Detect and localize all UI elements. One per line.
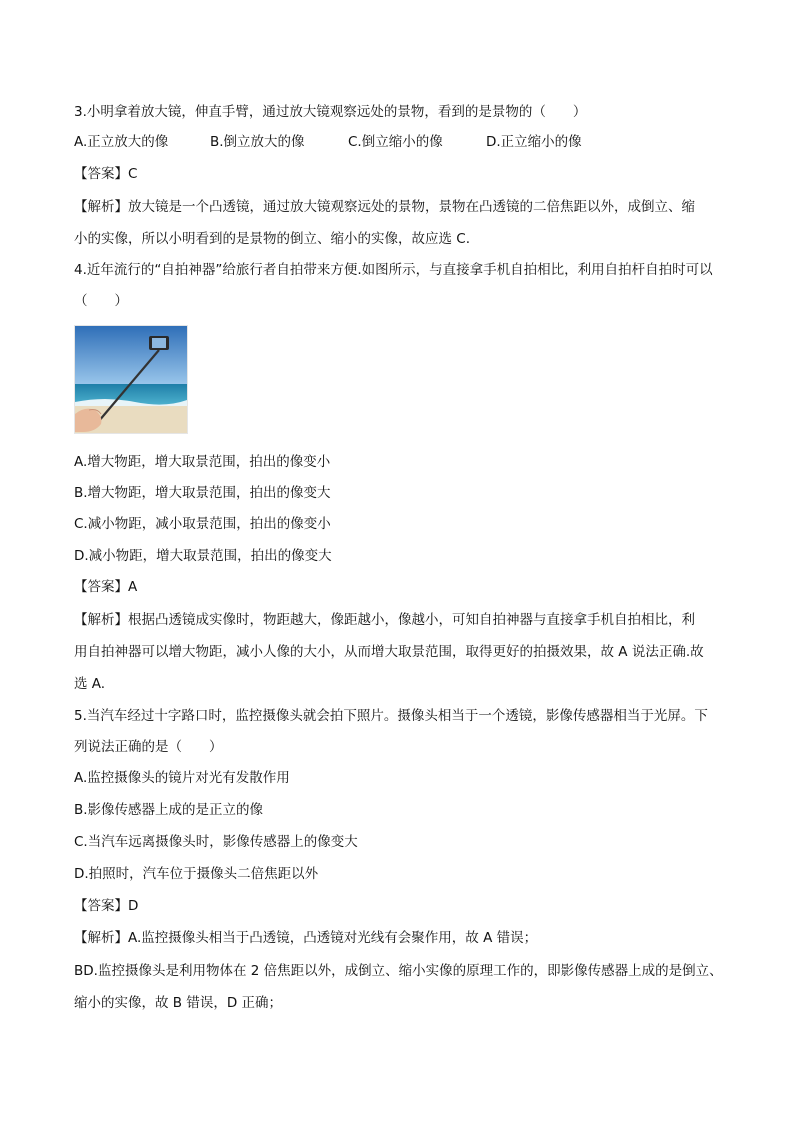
q3-answer-value: C [128, 166, 138, 182]
q5-option-c: C.当汽车远离摄像头时，影像传感器上的像变大 [74, 834, 358, 850]
q5-option-b: B.影像传感器上成的是正立的像 [74, 802, 264, 818]
analysis-tag: 【解析】 [74, 612, 128, 628]
q3-option-b: B.倒立放大的像 [210, 134, 305, 150]
q4-option-b: B.增大物距，增大取景范围，拍出的像变大 [74, 485, 331, 501]
q4-analysis-line-2: 用自拍神器可以增大物距，减小人像的大小，从而增大取景范围，取得更好的拍摄效果，故 A 说法正确.故 [74, 644, 704, 660]
q5-analysis-line-1 [74, 928, 537, 948]
q5-analysis-line-3: 缩小的实像，故 B 错误，D 正确； [74, 995, 283, 1011]
q4-analysis-line-1 [74, 610, 695, 630]
q5-answer-value: D [128, 898, 139, 914]
q5-option-a: A.监控摄像头的镜片对光有发散作用 [74, 770, 290, 786]
q4-option-c: C.减小物距，减小取景范围，拍出的像变小 [74, 516, 331, 532]
answer-tag: 【答案】 [74, 579, 128, 595]
q4-answer-value: A [128, 579, 138, 595]
analysis-tag: 【解析】 [74, 199, 128, 215]
q3-option-d: D.正立缩小的像 [486, 134, 582, 150]
selfie-stick-photo [74, 325, 188, 434]
q4-stem-line-2: （ ） [74, 293, 128, 309]
q4-option-d: D.减小物距，增大取景范围，拍出的像变大 [74, 548, 332, 564]
q3-stem: 3.小明拿着放大镜，伸直手臂，通过放大镜观察远处的景物，看到的是景物的（ ） [74, 104, 587, 120]
analysis-tag: 【解析】 [74, 930, 128, 946]
q4-stem-line-1: 4.近年流行的“自拍神器”给旅行者自拍带来方便.如图所示，与直接拿手机自拍相比，利用自拍杆自拍时可以 [74, 262, 713, 278]
q3-option-c: C.倒立缩小的像 [348, 134, 443, 150]
q5-stem-line-1: 5.当汽车经过十字路口时，监控摄像头就会拍下照片。摄像头相当于一个透镜，影像传感器相当于光屏。下 [74, 708, 708, 724]
answer-tag: 【答案】 [74, 898, 128, 914]
q3-analysis-line-2: 小的实像，所以小明看到的是景物的倒立、缩小的实像，故应选 C. [74, 231, 471, 247]
q3-answer [74, 164, 137, 184]
q5-option-d: D.拍照时，汽车位于摄像头二倍焦距以外 [74, 866, 319, 882]
q3-analysis-line-1 [74, 197, 695, 217]
q4-option-a: A.增大物距，增大取景范围，拍出的像变小 [74, 454, 331, 470]
q5-stem-line-2: 列说法正确的是（ ） [74, 739, 223, 755]
q5-answer [74, 896, 138, 916]
q3-option-a: A.正立放大的像 [74, 134, 169, 150]
answer-tag: 【答案】 [74, 166, 128, 182]
q5-analysis-text-1: A.监控摄像头相当于凸透镜，凸透镜对光线有会聚作用，故 A 错误； [128, 930, 538, 946]
q5-analysis-line-2: BD.监控摄像头是利用物体在 2 倍焦距以外，成倒立、缩小实像的原理工作的，即影像传感器上成的是倒立、 [74, 963, 723, 979]
q4-answer [74, 577, 137, 597]
q3-analysis-text-1: 放大镜是一个凸透镜，通过放大镜观察远处的景物，景物在凸透镜的二倍焦距以外，成倒立、缩 [128, 199, 695, 215]
q4-analysis-text-1: 根据凸透镜成实像时，物距越大，像距越小，像越小，可知自拍神器与直接拿手机自拍相比，利 [128, 612, 695, 628]
selfie-stick-illustration [75, 326, 187, 433]
q4-analysis-line-3: 选 A. [74, 676, 106, 692]
